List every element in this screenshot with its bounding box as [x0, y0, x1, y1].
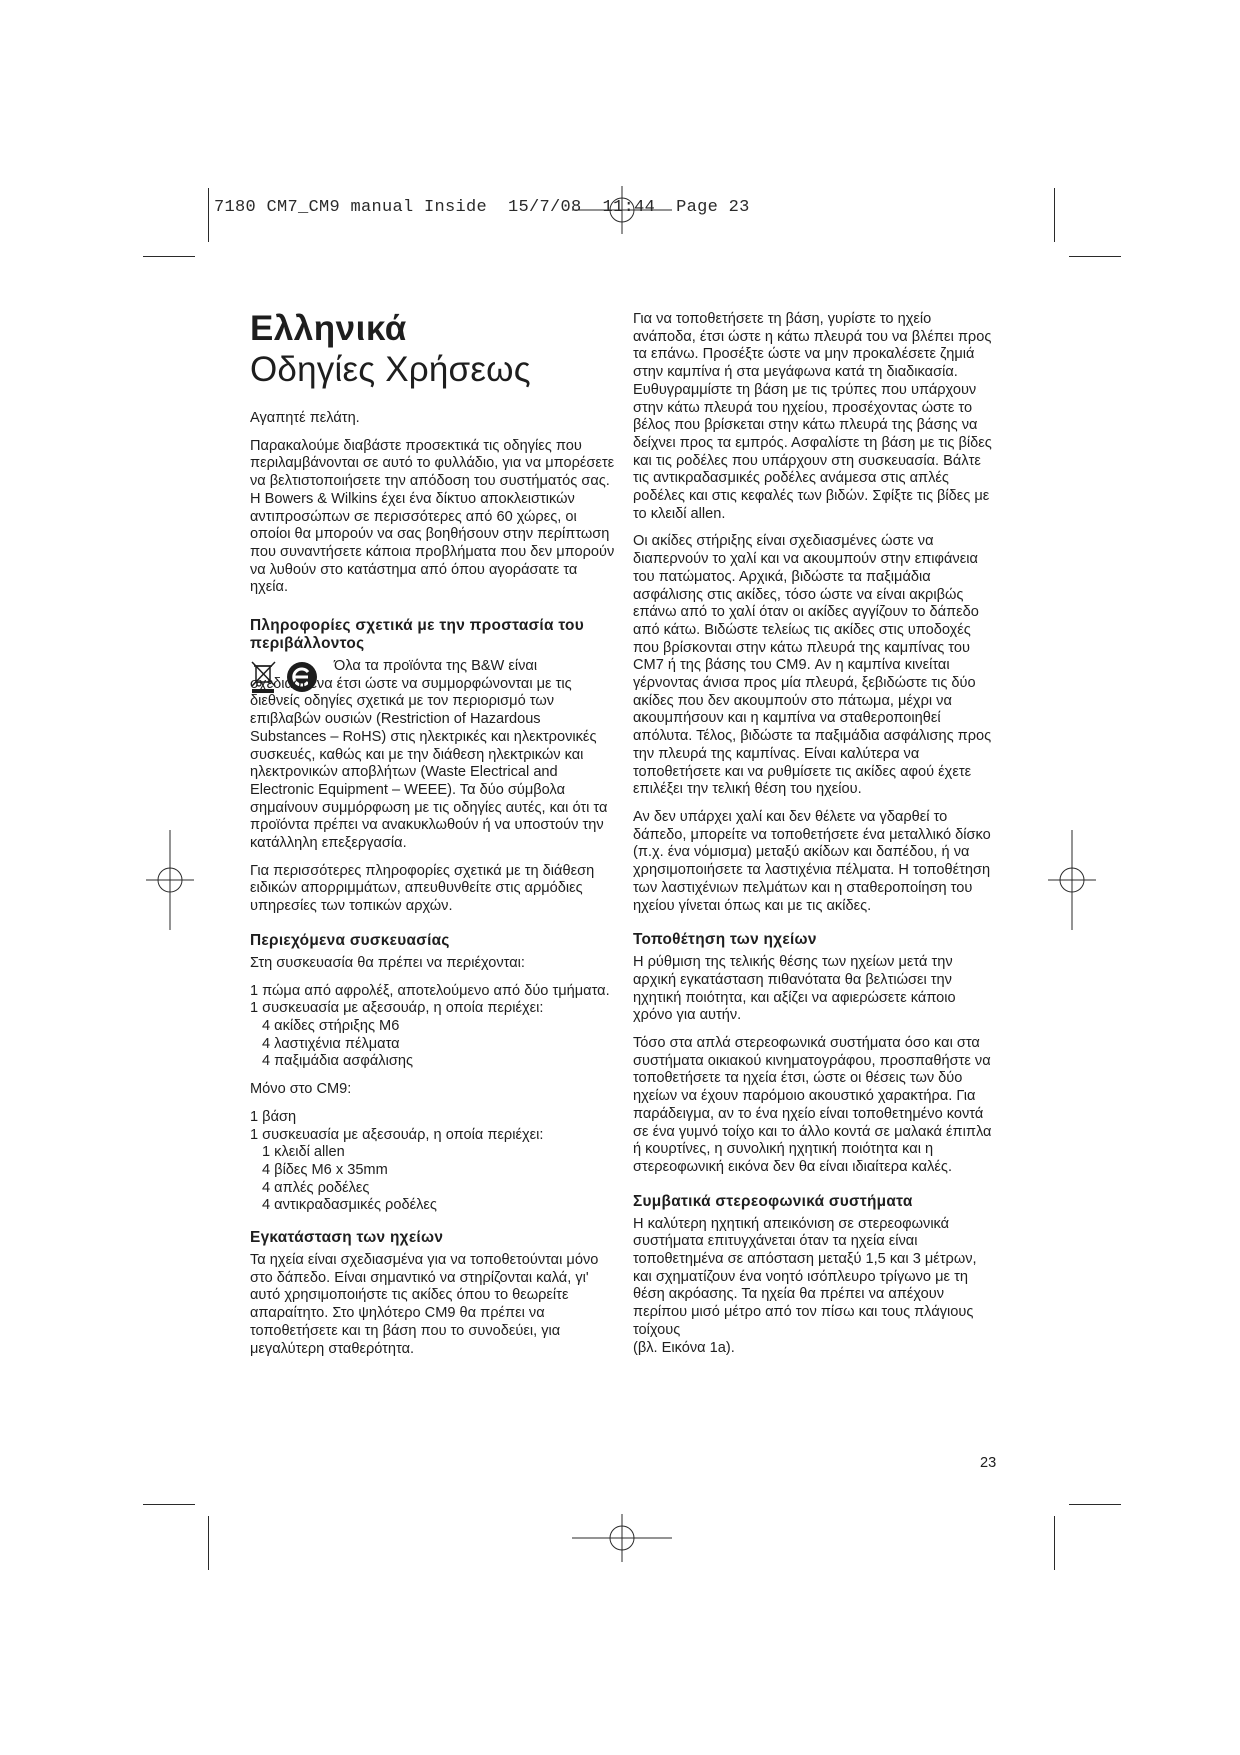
- crop-mark-bottom-right-horizontal: [1069, 1504, 1121, 1505]
- crop-mark-top-left-vertical: [208, 188, 209, 242]
- greeting: Αγαπητέ πελάτη.: [250, 410, 360, 426]
- list-subitem: 4 ακίδες στήριξης M6: [262, 1017, 400, 1034]
- installation-heading: Εγκατάσταση των ηχείων: [250, 1229, 444, 1247]
- contents-list-2: [250, 1109, 615, 1215]
- list-subitem: 4 βίδες M6 x 35mm: [262, 1161, 388, 1178]
- registration-mark-left: [146, 830, 194, 930]
- list-subitem: 4 παξιμάδια ασφάλισης: [262, 1053, 413, 1070]
- crop-mark-bottom-left-vertical: [208, 1516, 209, 1570]
- list-subitem: 4 αντικραδασμικές ροδέλες: [262, 1197, 437, 1214]
- page-subtitle: Οδηγίες Χρήσεως: [250, 350, 531, 389]
- environment-more-info: Για περισσότερες πληροφορίες σχετικά με τη διάθεση ειδικών απορριμμάτων, απευθυνθείτε στις αρμόδιες υπηρεσίες των τοπικών αρχών.: [250, 862, 595, 915]
- environment-paragraph: Όλα τα προϊόντα της B&W είναι σχεδιασμένα έτσι ώστε να συμμορφώνονται με τις διεθνείς οδηγίες σχετικά με τον περιορισμό των επιβλαβών ουσιών (Restriction of Hazardous Substances – RoHS) στις ηλεκτρικές και ηλεκτρονικές συσκευές, καθώς και με την διάθεση ηλεκτρικών και ηλεκτρονικών αποβλήτων (Waste Electrical and Electronic Equipment – WEEE). Τα δύο σύμβολα σημαίνουν συμμόρφωση με τις οδηγίες αυτές, και ότι τα προϊόντα πρέπει να ανακυκλωθούν ή να υποστούν την κατάλληλη επεξεργασία.: [250, 658, 608, 852]
- right-column: [633, 311, 998, 1357]
- registration-mark-bottom: [572, 1514, 672, 1562]
- registration-mark-top: [572, 186, 672, 234]
- list-item: 1 βάση: [250, 1108, 297, 1125]
- no-carpet-paragraph: Αν δεν υπάρχει χαλί και δεν θέλετε να γδαρθεί το δάπεδο, μπορείτε να τοποθετήσετε ένα μεταλλικό δίσκο (π.χ. ένα νόμισμα) μεταξύ ακίδων και δαπέδου, ή να χρησιμοποιήσετε τα λαστιχένια πέλματα. Η τοποθέτηση των λαστιχένιων πελμάτων και η σταθεροποίηση του ηχείου γίνεται όπως και με τις ακίδες.: [633, 808, 991, 914]
- printer-slug: 7180 CM7_CM9 manual Inside 15/7/08 11:44 Page 23: [214, 198, 750, 217]
- crop-mark-bottom-left-horizontal: [143, 1504, 195, 1505]
- intro-paragraph: Παρακαλούμε διαβάστε προσεκτικά τις οδηγίες που περιλαμβάνονται σε αυτό το φυλλάδιο, για να μπορέσετε να βελτιστοποιήσετε την απόδοση του συστήματός σας. Η Bowers & Wilkins έχει ένα δίκτυο αποκλειστικών αντιπροσώπων σε περισσότερες από 60 χώρες, οι οποίοι θα μπορούν να σας βοηθήσουν στην περίπτωση που συναντήσετε κάποια προβλήματα που δεν μπορούν να λυθούν στο κατάστημα από όπου αγοράσατε τα ηχεία.: [250, 437, 615, 596]
- list-item: 1 συσκευασία με αξεσουάρ, η οποία περιέχει:: [250, 1126, 544, 1143]
- contents-intro: Στη συσκευασία θα πρέπει να περιέχονται:: [250, 954, 525, 971]
- positioning-paragraph-1: Η ρύθμιση της τελικής θέσης των ηχείων μετά την αρχική εγκατάσταση πιθανότατα θα βελτιώσει την ηχητική ποιότητα, και αξίζει να αφιερώσετε κάποιο χρόνο για αυτήν.: [633, 954, 956, 1024]
- crop-mark-top-right-vertical: [1054, 188, 1055, 242]
- crop-mark-top-right-horizontal: [1069, 256, 1121, 257]
- positioning-heading: Τοποθέτηση των ηχείων: [633, 931, 817, 949]
- left-column: [250, 310, 615, 1368]
- crop-mark-bottom-right-vertical: [1054, 1516, 1055, 1570]
- stereo-text: Η καλύτερη ηχητική απεικόνιση σε στερεοφωνικά συστήματα επιτυγχάνεται όταν τα ηχεία είναι τοποθετημένα σε απόσταση μεταξύ 1,5 και 3 μέτρων, και σχηματίζουν ένα νοητό ισόπλευρο τρίγωνο με τη θέση ακρόασης. Τα ηχεία θα πρέπει να απέχουν περίπου μισό μέτρο από τον πίσω και τους πλάγιους τοίχους: [633, 1215, 977, 1338]
- list-subitem: 4 λαστιχένια πέλματα: [262, 1035, 400, 1052]
- stereo-paragraph: [633, 1216, 998, 1358]
- crop-mark-top-left-horizontal: [143, 256, 195, 257]
- list-item: 1 πώμα από αφρολέξ, αποτελούμενο από δύο τμήματα.: [250, 982, 610, 999]
- positioning-paragraph-2: Τόσο στα απλά στερεοφωνικά συστήματα όσο και στα συστήματα οικιακού κινηματογράφου, προσπαθήστε να τοποθετήσετε τα ηχεία έτσι, ώστε οι θέσεις των δύο ηχείων να έχουν παρόμοιο ακουστικό χαρακτήρα. Για παράδειγμα, αν το ένα ηχείο είναι τοποθετημένο κοντά σε ένα γυμνό τοίχο και το άλλο κοντά σε μαλακά έπιπλα ή κουρτίνες, η συνολική ηχητική ποιότητα και η στερεοφωνική εικόνα δεν θα είναι ιδιαίτερα καλές.: [633, 1035, 992, 1175]
- list-subitem: 1 κλειδί allen: [262, 1144, 345, 1161]
- page-title: Ελληνικά: [250, 309, 407, 348]
- list-subitem: 4 απλές ροδέλες: [262, 1179, 370, 1196]
- environment-heading: Πληροφορίες σχετικά με την προστασία του περιβάλλοντος: [250, 617, 585, 653]
- contents-heading: Περιεχόμενα συσκευασίας: [250, 931, 450, 949]
- spikes-paragraph: Οι ακίδες στήριξης είναι σχεδιασμένες ώστε να διαπερνούν το χαλί και να ακουμπούν στην επιφάνεια του πατώματος. Αρχικά, βιδώστε τα παξιμάδια ασφάλισης στις ακίδες, τόσο ώστε να είναι ακριβώς επάνω από το χαλί όταν οι ακίδες αγγίζουν το δάπεδο από κάτω. Βιδώστε τελείως τις ακίδες στις υποδοχές που βρίσκονται στην κάτω πλευρά της καμπίνας του CM7 ή της βάσης του CM9. Αν η καμπίνα κινείται γέρνοντας άνισα προς μία πλευρά, ξεβιδώστε τις δύο ακίδες που δεν ακουμπούν στο πάτωμα, μέχρι να ακουμπήσουν και η καμπίνα να σταθεροποιηθεί απόλυτα. Τέλος, βιδώστε τα παξιμάδια ασφάλισης προς την πλευρά της καμπίνας. Είναι καλύτερα να τοποθετήσετε και να ρυθμίσετε τις ακίδες αφού έχετε επιλέξει την τελική θέση του ηχείου.: [633, 533, 992, 798]
- page-number: 23: [980, 1455, 997, 1471]
- cm9-only-label: Μόνο στο CM9:: [250, 1081, 352, 1098]
- registration-mark-right: [1048, 830, 1096, 930]
- installation-paragraph: Τα ηχεία είναι σχεδιασμένα για να τοποθετούνται μόνο στο δάπεδο. Είναι σημαντικό να στηρίζονται καλά, γι' αυτό χρησιμοποιήστε τις ακίδες όπου το θεωρείτε απαραίτητο. Στο ψηλότερο CM9 θα πρέπει να τοποθετήσετε και τη βάση που το συνοδεύει, για μεγαλύτερη σταθερότητα.: [250, 1252, 599, 1357]
- stereo-heading: Συμβατικά στερεοφωνικά συστήματα: [633, 1192, 913, 1210]
- list-item: 1 συσκευασία με αξεσουάρ, η οποία περιέχει:: [250, 1000, 544, 1017]
- base-fitting-paragraph: Για να τοποθετήσετε τη βάση, γυρίστε το ηχείο ανάποδα, έτσι ώστε η κάτω πλευρά του να βλέπει προς τα επάνω. Προσέξτε ώστε να μην προκαλέσετε ζημιά στην καμπίνα ή στα μεγάφωνα κατά τη διαδικασία. Ευθυγραμμίστε τη βάση με τις τρύπες που υπάρχουν στην κάτω πλευρά του ηχείου, προσέχοντας ώστε το βέλος που βρίσκεται στην κάτω πλευρά της βάσης να δείχνει προς τα εμπρός. Ασφαλίστε τη βάση με τις βίδες και τις ροδέλες που υπάρχουν στη συσκευασία. Βάλτε τις αντικραδασμικές ροδέλες ανάμεσα στις απλές ροδέλες και στις κεφαλές των βιδών. Σφίξτε τις βίδες με το κλειδί allen.: [633, 311, 992, 522]
- figure-reference: (βλ. Εικόνα 1a).: [633, 1339, 735, 1356]
- contents-list-1: [250, 983, 615, 1072]
